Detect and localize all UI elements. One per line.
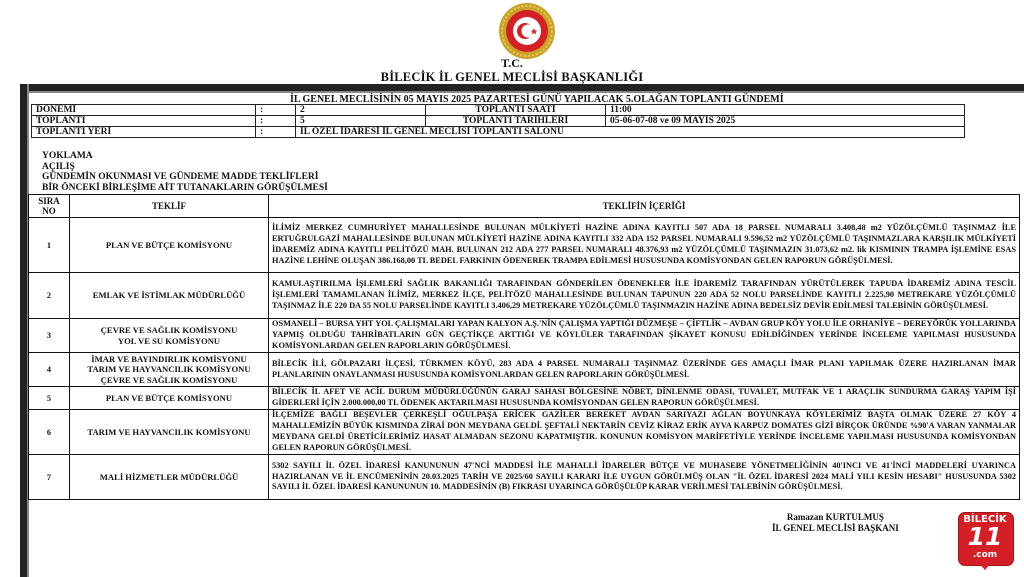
- meta-label: TOPLANTI: [32, 116, 256, 127]
- organization-heading: BİLECİK İL GENEL MECLİSİ BAŞKANLIĞI: [380, 70, 644, 84]
- table-row: [29, 410, 1020, 455]
- table-row: [29, 353, 1020, 387]
- agenda-table: [28, 194, 1020, 500]
- preface-list: [42, 151, 328, 193]
- logo-text-top: BİLECİK: [963, 514, 1007, 525]
- meta-label: TOPLANTI TARİHLERİ: [426, 116, 606, 127]
- row-teklif: EMLAK VE İSTİMLAK MÜDÜRLÜĞÜ: [70, 273, 269, 319]
- signer-name: Ramazan KURTULMUŞ: [786, 512, 884, 522]
- meta-row-toplanti: [32, 116, 965, 127]
- logo-text-domain: .com: [972, 550, 998, 560]
- agenda-table-header: [29, 195, 1020, 218]
- row-no: 7: [29, 455, 70, 500]
- preface-item: AÇILIŞ: [42, 161, 75, 172]
- agenda-title: İL GENEL MECLİSİNİN 05 MAYIS 2025 PAZARTESİ GÜNÜ YAPILACAK 5.OLAĞAN TOPLANTI GÜNDEMİ: [290, 94, 784, 105]
- meta-row-donem: [32, 105, 965, 116]
- meeting-meta-table: [31, 104, 965, 138]
- row-teklif: ÇEVRE VE SAĞLIK KOMİSYONU YOL VE SU KOMİSYONU: [70, 319, 269, 353]
- table-row: [29, 455, 1020, 500]
- meta-value: 5: [296, 116, 426, 127]
- meta-value: İL ÖZEL İDARESİ İL GENEL MECLİSİ TOPLANTI SALONU: [296, 127, 965, 138]
- table-row: [29, 218, 1020, 273]
- meta-sep: :: [256, 105, 296, 116]
- crescent-star-seal-icon: [498, 2, 556, 60]
- column-header-icerik: TEKLİFİN İÇERİĞİ: [269, 195, 1020, 218]
- signature-block: [772, 512, 899, 534]
- column-header-teklif: TEKLİF: [70, 195, 269, 218]
- meta-row-yer: [32, 127, 965, 138]
- preface-item: BİR ÖNCEKİ BİRLEŞİME AİT TUTANAKLARIN GÖRÜŞÜLMESİ: [42, 182, 328, 193]
- row-teklif: MALİ HİZMETLER MÜDÜRLÜĞÜ: [70, 455, 269, 500]
- row-icerik: İLÇEMİZE BAĞLI BEŞEVLER ÇERKEŞLİ OĞULPAŞA ERİCEK GAZİLER BEREKET AVDAN SARIYAZI AĞLAN BOYUNKAYA KÖYLERİMİZ BAŞTA OLMAK ÜZERE 27 KÖY 4 MAHALLEMİZİN BÜYÜK KISMINDA ZİRAİ DON MEYDANA GELDİ. ŞEFTALİ NEKTARİN CEVİZ KİRAZ ERİK AYVA KARPUZ DOMATES GİZİ BİRÇOK ÜRÜNDE %90'A VARAN YANMALAR MEYDANA GELDİ ÜRETİCİLERİMİZ HASAT ALMADAN SEZONU KAPATMIŞTIR. KONUNUN KOMİSYON MARİFETİYLE YERİNDE İNCELEME YAPILMASI HUSUSUNDA KOMİSYONDAN GELEN RAPORUN GÖRÜŞÜLMESİ.: [269, 410, 1020, 455]
- row-teklif: PLAN VE BÜTÇE KOMİSYONU: [70, 387, 269, 410]
- row-teklif: TARIM VE HAYVANCILIK KOMİSYONU: [70, 410, 269, 455]
- row-no: 4: [29, 353, 70, 387]
- row-no: 5: [29, 387, 70, 410]
- preface-item: GÜNDEMİN OKUNMASI VE GÜNDEME MADDE TEKLİFLERİ: [42, 172, 319, 182]
- meta-label: TOPLANTI SAATİ: [426, 105, 606, 116]
- row-icerik: İLİMİZ MERKEZ CUMHURİYET MAHALLESİNDE BULUNAN MÜLKİYETİ HAZİNE ADINA KAYITLI 507 ADA 18 PARSEL NUMARALI 3.408,48 m2 YÜZÖLÇÜMLÜ TAŞINMAZ İLE ERTUĞRULGAZİ MAHALLESİNDE BULUNAN MÜLKİYETİ HAZİNE ADINA KAYITLI 332 ADA 152 PARSEL NUMARALI 9.596,52 m2 YÜZÖLÇÜMLÜ TAŞINMAZLARA KARŞILIK MÜLKİYETİ İDAREMİZ ADINA KAYITLI PELİTÖZÜ MAH. BULUNAN 212 ADA 277 PARSEL NUMARALI 48.376,93 m2 YÜZÖLÇÜMLÜ TAŞINMAZIN 31.073,62 m2. lik KISMININ TRAMPA İŞLEMİNE ESAS HAZİNE LEHİNE OLUŞAN 386.168,00 TL BEDEL FARKININ ÖDENEREK TRAMPA EDİLMESİ HUSUSUNDA KOMİSYONDAN GELEN RAPORUN GÖRÜŞÜLMESİ.: [269, 218, 1020, 273]
- meta-label: TOPLANTI YERİ: [32, 127, 256, 138]
- row-no: 1: [29, 218, 70, 273]
- row-no: 3: [29, 319, 70, 353]
- row-icerik: 5302 SAYILI İL ÖZEL İDARESİ KANUNUNUN 47'NCİ MADDESİ İLE MAHALLİ İDARELER BÜTÇE VE MUHASEBE YÖNETMELİĞİNİN 40'INCI VE 41'İNCİ MADDELERİ UYARINCA HAZIRLANAN VE İL ENCÜMENİNİN 20.03.2025 TARİH VE 2025/60 SAYILI KARARI İLE UYGUN GÖRÜLMÜŞ OLAN "İL ÖZEL İDARESİ 2024 MALİ YILI KESİN HESABI" HUSUSUNDA 5302 SAYILI İL ÖZEL İDARESİ KANUNUNUN 10. MADDESİNİN (B) FIKRASI UYARINCA GÖRÜŞÜLÜP KARAR VERİLMESİ TALEBİNİN GÖRÜŞÜLMESİ.: [269, 455, 1020, 500]
- bilecik11-logo: [958, 512, 1012, 572]
- preface-item: YOKLAMA: [42, 151, 93, 161]
- row-teklif: PLAN VE BÜTÇE KOMİSYONU: [70, 218, 269, 273]
- meta-sep: :: [256, 116, 296, 127]
- signer-title: İL GENEL MECLİSİ BAŞKANI: [772, 523, 899, 533]
- row-icerik: KAMULAŞTIRILMA İŞLEMLERİ SAĞLIK BAKANLIĞI TARAFINDAN GÖNDERİLEN ÖDENEKLER İLE İDAREMİZ TARAFINDAN YÜRÜTÜLEREK TAPUDA İDAREMİZ ADINA TESCİL İŞLEMLERİ TAMAMLANAN İLİMİZ, MERKEZ İLÇE, PELİTÖZÜ MAHALLESİNDE BULUNAN TAPUNUN 220 ADA 52 NOLU PARSELİNDE KAYITLI 2.225,90 METREKARE YÜZÖLÇÜMLÜ TAŞINMAZ İLE 220 DA 55 NOLU PARSELİNDE KAYITLI 3.406,29 METREKARE YÜZÖLÇÜMLÜ TAŞINMAZIN HAZİNE ADINA BEDELSİZ DEVİR EDİLMESİ TALEBİNİN GÖRÜŞÜLMESİ.: [269, 273, 1020, 319]
- table-row: [29, 319, 1020, 353]
- meta-value: 05-06-07-08 ve 09 MAYIS 2025: [606, 116, 965, 127]
- row-no: 2: [29, 273, 70, 319]
- meta-sep: :: [256, 127, 296, 138]
- table-row: [29, 273, 1020, 319]
- column-header-no: SIRA NO: [29, 195, 70, 218]
- logo-text-number: 11: [967, 522, 1003, 551]
- meta-value: 2: [296, 105, 426, 116]
- tc-heading: T.C.: [501, 56, 523, 70]
- row-icerik: BİLECİK İL AFET VE ACİL DURUM MÜDÜRLÜĞÜNÜN GARAJ SAHASI BÖLGESİNE NÖBET, DİNLENME ODASI, TUVALET, MUTFAK VE 1 ARAÇLIK SUNDURMA GARAŞ YAPIM İŞİ GİDERLERİ İÇİN 2.000.000,00 TL ÖDENEK AKTARILMASI HUSUSUNDA KOMİSYONDAN GELEN RAPORUN GÖRÜŞÜLMESİ.: [269, 387, 1020, 410]
- row-no: 6: [29, 410, 70, 455]
- page-frame-top: [20, 84, 1024, 93]
- meta-label: DÖNEMİ: [32, 105, 256, 116]
- meta-value: 11:00: [606, 105, 965, 116]
- row-icerik: BİLECİK İLİ, GÖLPAZARI İLÇESİ, TÜRKMEN KÖYÜ, 283 ADA 4 PARSEL NUMARALI TAŞINMAZ ÜZERİNDE GES AMAÇLI İMAR PLANI YAPILMAK ÜZERE HAZIRLANAN İMAR PLANLARININ ONAYLANMASI HUSUSUNDA KOMİSYONLARDAN GELEN RAPORLARIN GÖRÜŞÜLMESİ.: [269, 353, 1020, 387]
- row-icerik: OSMANELİ – BURSA YHT YOL ÇALIŞMALARI YAPAN KALYON A.Ş.'NİN ÇALIŞMA YAPTIĞI DÜZMEŞE – ÇİFTLİK – AVDAN GRUP KÖY YOLU İLE ORHANİYE – DEREYÖRÜK YOLLARINDA YAPMIŞ OLDUĞU TAHRİBATLARIN GÜN GEÇTİKÇE ARTTIĞI VE KÖYLÜLER TARAFINDAN ŞİKAYET KONUSU EDİLDİĞİNDEN YERİNDE İNCELEME YAPILMASI HUSUSUNDA KOMİSYONLARDAN GELEN RAPORLARIN GÖRÜŞÜLMESİ.: [269, 319, 1020, 353]
- row-teklif: İMAR VE BAYINDIRLIK KOMİSYONU TARIM VE HAYVANCILIK KOMİSYONU ÇEVRE VE SAĞLIK KOMİSYONU: [70, 353, 269, 387]
- table-row: [29, 387, 1020, 410]
